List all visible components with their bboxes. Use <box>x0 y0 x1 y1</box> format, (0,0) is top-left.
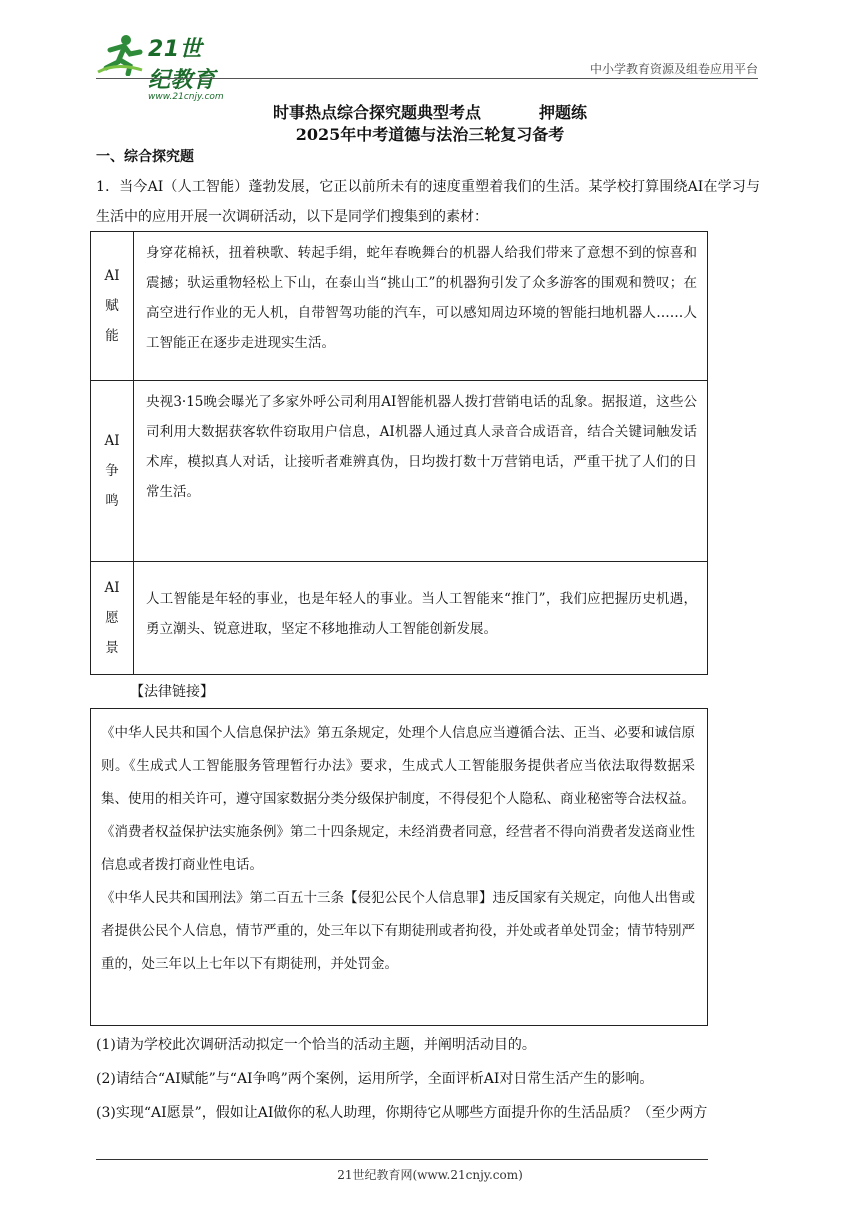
legal-heading: 【法律链接】 <box>130 684 214 700</box>
case-text-vision: 人工智能是年轻的事业，也是年轻人的事业。当人工智能来“推门”，我们应把握历史机遇，勇立潮头、锐意进取，坚定不移地推动人工智能创新发展。 <box>134 562 708 675</box>
case-label-debate: AI 争 鸣 <box>91 381 134 562</box>
case-table <box>90 231 708 675</box>
site-logo[interactable] <box>96 32 224 102</box>
case-row-empower <box>91 232 708 381</box>
page-subtitle: 2025年中考道德与法治三轮复习备考 <box>295 125 565 144</box>
footer-divider <box>96 1159 708 1160</box>
case-row-debate <box>91 381 708 562</box>
legal-box <box>90 708 708 1026</box>
case-label-vision: AI 愿 景 <box>91 562 134 675</box>
title-main: 时事热点综合探究题典型考点 <box>272 103 481 122</box>
case-row-vision <box>91 562 708 675</box>
case-text-debate: 央视3·15晚会曝光了多家外呼公司利用AI智能机器人拨打营销电话的乱象。据报道，这些公司利用大数据获客软件窃取用户信息，AI机器人通过真人录音合成语音，结合关键词触发话术库，模拟真人对话，让接听者难辨真伪，日均拨打数十万营销电话，严重干扰了人们的日常生活。 <box>134 381 708 562</box>
legal-item: 《消费者权益保护法实施条例》第二十四条规定，未经消费者同意，经营者不得向消费者发送商业性信息或者拨打商业性电话。 <box>101 824 695 873</box>
case-label-empower: AI 赋 能 <box>91 232 134 381</box>
case-text-empower: 身穿花棉袄，扭着秧歌、转起手绢，蛇年春晚舞台的机器人给我们带来了意想不到的惊喜和震撼；驮运重物轻松上下山，在泰山当“挑山工”的机器狗引发了众多游客的围观和赞叹；在高空进行作业的无人机，自带智驾功能的汽车，可以感知周边环境的智能扫地机器人……人工智能正在逐步走进现实生活。 <box>134 232 708 381</box>
runner-logo-icon <box>96 32 146 76</box>
section-heading: 一、综合探究题 <box>96 149 194 165</box>
question-1: (1)请为学校此次调研活动拟定一个恰当的活动主题，并阐明活动目的。 <box>96 1037 536 1053</box>
page-title <box>0 100 860 123</box>
legal-item: 《中华人民共和国刑法》第二百五十三条【侵犯公民个人信息罪】违反国家有关规定，向他人出售或者提供公民个人信息，情节严重的，处三年以下有期徒刑或者拘役，并处或者单处罚金；情节特别严重的，处三年以上七年以下有期徒刑，并处罚金。 <box>101 890 695 972</box>
page-header <box>96 28 758 102</box>
question-3: (3)实现“AI愿景”，假如让AI做你的私人助理，你期待它从哪些方面提升你的生活品质？（至少两方 <box>96 1105 708 1121</box>
title-tag: 押题练 <box>539 103 588 122</box>
platform-label: 中小学教育资源及组卷应用平台 <box>589 62 758 76</box>
logo-url: www.21cnjy.com <box>148 92 224 102</box>
question-2: (2)请结合“AI赋能”与“AI争鸣”两个案例，运用所学，全面评析AI对日常生活产生的影响。 <box>96 1071 654 1087</box>
logo-title: 21世纪教育 <box>148 37 216 93</box>
question-intro: 1．当今AI（人工智能）蓬勃发展，它正以前所未有的速度重塑着我们的生活。某学校打算围绕AI在学习与生活中的应用开展一次调研活动，以下是同学们搜集到的素材： <box>96 179 760 225</box>
legal-item: 《中华人民共和国个人信息保护法》第五条规定，处理个人信息应当遵循合法、正当、必要和诚信原则。《生成式人工智能服务管理暂行办法》要求，生成式人工智能服务提供者应当依法取得数据采集、使用的相关许可，遵守国家数据分类分级保护制度，不得侵犯个人隐私、商业秘密等合法权益。 <box>101 725 695 807</box>
footer-link[interactable]: 21世纪教育网(www.21cnjy.com) <box>337 1168 523 1182</box>
header-divider <box>96 78 758 79</box>
